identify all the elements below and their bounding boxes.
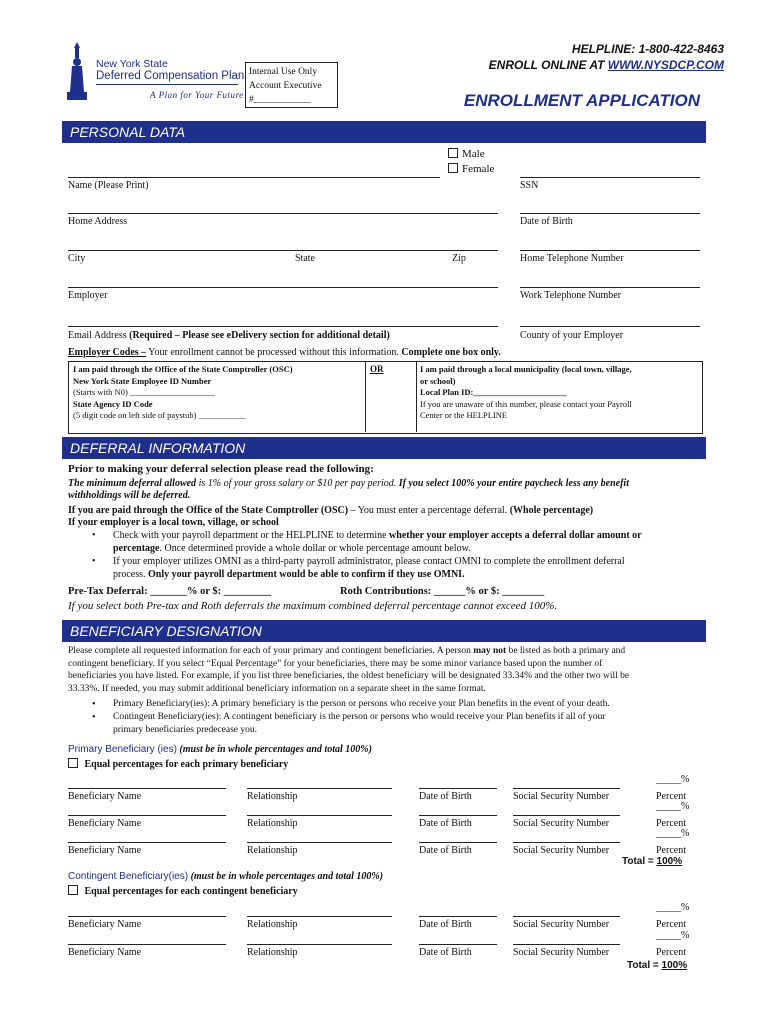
primary-equal-label: Equal percentages for each primary beneficiary — [84, 759, 289, 770]
primary-relationship-input-line[interactable] — [247, 842, 392, 843]
osc-agency-code-field[interactable]: (5 digit code on left side of paystub) ___________ — [73, 410, 246, 420]
primary-relationship-input-line[interactable] — [247, 788, 392, 789]
minimum-text: is 1% of your gross salary or $10 per pay period. — [196, 478, 399, 489]
b1c: percentage — [113, 543, 160, 554]
primary-dob-input-line[interactable] — [419, 842, 497, 843]
contingent-equal-label: Equal percentages for each contingent beneficiary — [84, 886, 298, 897]
beneficiary-intro — [68, 645, 708, 695]
deferral-bullet2-line2 — [113, 569, 465, 580]
primary-equal-checkbox[interactable] — [68, 758, 78, 768]
bullet-icon: • — [92, 699, 96, 710]
primary-beneficiary-heading — [68, 744, 372, 755]
contingent-beneficiary-heading — [68, 871, 383, 882]
email-input-line[interactable] — [68, 326, 498, 327]
or-label: OR — [370, 364, 384, 374]
contingent-dob-input-line[interactable] — [419, 944, 497, 945]
home-phone-label: Home Telephone Number — [520, 253, 624, 264]
female-option[interactable] — [448, 163, 494, 175]
contingent-name-input-line[interactable] — [68, 944, 226, 945]
primary-percent-field[interactable]: _____% — [656, 828, 690, 839]
org-tagline: A Plan for Your Future — [150, 90, 244, 100]
deferral-osc-bold: If you are paid through the Office of the State Comptroller (OSC) — [68, 505, 349, 516]
beneficiary-intro-line2: contingent beneficiary. If you select “Equal Percentage” for your beneficiaries, there may be some minor variance based upon the number of — [68, 658, 603, 669]
beneficiary-intro-line3: beneficiaries you have listed. For example, if you list three beneficiaries, the oldest beneficiary will be designated 33.34% and the other two will be — [68, 671, 630, 682]
home-address-label: Home Address — [68, 216, 128, 227]
codes-divider-left — [365, 361, 366, 432]
employer-input-line[interactable] — [68, 287, 498, 288]
beneficiary-intro-line4: 33.33%. If needed, you may submit additional beneficiary information on a separate sheet in the same format. — [68, 683, 486, 694]
internal-use-line2: Account Executive — [249, 81, 322, 91]
primary-ssn-label: Social Security Number — [513, 791, 610, 802]
home-address-input-line[interactable] — [68, 213, 498, 214]
primary-total-value: 100% — [656, 856, 683, 867]
email-label-text: Email Address — [68, 330, 127, 341]
internal-use-line3: #____________ — [249, 95, 311, 105]
name-label: Name (Please Print) — [68, 180, 149, 191]
contingent-percent-field[interactable]: _____% — [656, 902, 690, 913]
deferral-minimum-line2: withholdings will be deferred. — [68, 490, 191, 501]
pretax-deferral-field[interactable]: Pre-Tax Deferral: _______% or $: _________ — [68, 586, 272, 597]
primary-percent-label: Percent — [656, 845, 686, 856]
email-label — [68, 330, 390, 341]
contingent-dob-label: Date of Birth — [419, 919, 472, 930]
female-checkbox[interactable] — [448, 163, 458, 173]
primary-ssn-label: Social Security Number — [513, 845, 610, 856]
contingent-total — [627, 960, 687, 971]
work-phone-input-line[interactable] — [520, 287, 700, 288]
primary-percent-label: Percent — [656, 791, 686, 802]
primary-ssn-input-line[interactable] — [513, 788, 620, 789]
primary-dob-input-line[interactable] — [419, 815, 497, 816]
primary-name-input-line[interactable] — [68, 842, 226, 843]
male-checkbox[interactable] — [448, 148, 458, 158]
contingent-title: Contingent Beneficiary(ies) — [68, 871, 189, 882]
primary-dob-label: Date of Birth — [419, 845, 472, 856]
primary-percent-label: Percent — [656, 818, 686, 829]
zip-label: Zip — [452, 253, 466, 264]
primary-relationship-label: Relationship — [247, 845, 298, 856]
bp1: Please complete all requested information for each of your primary and contingent beneficiaries. A person — [68, 646, 474, 656]
primary-name-input-line[interactable] — [68, 788, 226, 789]
primary-name-label: Beneficiary Name — [68, 845, 142, 856]
contingent-ssn-input-line[interactable] — [513, 916, 620, 917]
bullet-icon: • — [92, 530, 96, 541]
contingent-dob-input-line[interactable] — [419, 916, 497, 917]
contingent-percent-field[interactable]: _____% — [656, 930, 690, 941]
county-input-line[interactable] — [520, 326, 700, 327]
contingent-relationship-label: Relationship — [247, 947, 298, 958]
local-box-content — [420, 364, 632, 422]
helpline-text: HELPLINE: 1-800-422-8463 — [571, 42, 724, 56]
contingent-percent-label: Percent — [656, 947, 686, 958]
bp1-bold: may not — [473, 646, 507, 656]
osc-line2: New York State Employee ID Number — [73, 375, 212, 386]
page-title: ENROLLMENT APPLICATION — [463, 91, 700, 110]
employer-codes-text — [68, 347, 501, 358]
primary-name-input-line[interactable] — [68, 815, 226, 816]
deferral-bullet1-line1 — [113, 530, 642, 541]
contingent-relationship-input-line[interactable] — [247, 944, 392, 945]
contingent-equal-option[interactable] — [68, 885, 298, 897]
city-state-zip-input-line[interactable] — [68, 250, 498, 251]
primary-relationship-label: Relationship — [247, 818, 298, 829]
deferral-prior-heading: Prior to making your deferral selection please read the following: — [68, 463, 374, 475]
contingent-total-label: Total = — [627, 960, 662, 971]
contingent-ssn-label: Social Security Number — [513, 947, 610, 958]
deferral-osc-desc: – You must enter a percentage deferral. — [348, 505, 510, 516]
section-beneficiary-designation: BENEFICIARY DESIGNATION — [62, 620, 706, 642]
primary-ssn-label: Social Security Number — [513, 818, 610, 829]
ssn-label: SSN — [520, 180, 539, 191]
primary-name-label: Beneficiary Name — [68, 818, 142, 829]
contingent-name-input-line[interactable] — [68, 916, 226, 917]
contingent-ssn-input-line[interactable] — [513, 944, 620, 945]
primary-dob-input-line[interactable] — [419, 788, 497, 789]
contingent-percent-label: Percent — [656, 919, 686, 930]
employer-label: Employer — [68, 290, 108, 301]
ssn-input-line[interactable] — [520, 177, 700, 178]
contingent-total-value: 100% — [661, 960, 688, 971]
primary-dob-label: Date of Birth — [419, 791, 472, 802]
b1d: . Once determined provide a whole dollar or whole percentage amount below. — [159, 543, 471, 554]
b2c: Only your payroll department would be able to confirm if they use OMNI. — [148, 569, 465, 580]
enroll-url-link[interactable]: WWW.NYSDCP.COM — [607, 58, 724, 72]
org-name-line1: New York State — [96, 58, 168, 70]
local-line2: or school) — [420, 375, 456, 386]
primary-title: Primary Beneficiary (ies) — [68, 744, 177, 755]
beneficiary-intro-line1 — [68, 645, 708, 658]
primary-note: (must be in whole percentages and total 100%) — [176, 744, 372, 755]
b1a: Check with your payroll department or the HELPLINE to determine — [113, 530, 390, 541]
osc-box-content — [73, 364, 293, 422]
section-deferral-information: DEFERRAL INFORMATION — [62, 437, 706, 459]
deferral-bullet1-line2 — [113, 543, 471, 554]
logo-divider — [96, 84, 238, 85]
contingent-ssn-label: Social Security Number — [513, 919, 610, 930]
name-input-line[interactable] — [68, 177, 440, 178]
enroll-prefix: ENROLL ONLINE AT — [488, 58, 608, 72]
contingent-equal-checkbox[interactable] — [68, 885, 78, 895]
deferral-osc-text — [68, 505, 593, 516]
osc-employee-id-field[interactable]: (Starts with N0) ____________________ — [73, 387, 215, 397]
primary-percent-field[interactable]: _____% — [656, 774, 690, 785]
contingent-relationship-label: Relationship — [247, 919, 298, 930]
deferral-bullet2-line1: If your employer utilizes OMNI as a third-party payroll administrator, please contact OMNI to complete the enrollment deferral — [113, 556, 625, 567]
codes-divider-right — [416, 361, 417, 432]
primary-dob-label: Date of Birth — [419, 818, 472, 829]
contingent-definition-line1: Contingent Beneficiary(ies): A contingent beneficiary is the person or persons who would receive your Plan benefits if all of your — [113, 712, 606, 722]
internal-use-line1: Internal Use Only — [249, 67, 318, 77]
primary-relationship-input-line[interactable] — [247, 815, 392, 816]
deferral-minimum-line1 — [68, 478, 629, 489]
primary-total-label: Total = — [622, 856, 657, 867]
contingent-definition-line2: primary beneficiaries predecease you. — [113, 725, 258, 735]
home-phone-input-line[interactable] — [520, 250, 700, 251]
primary-definition: Primary Beneficiary(ies): A primary beneficiary is the person or persons who receive your Plan benefits in the event of your death. — [113, 699, 610, 709]
male-label: Male — [462, 148, 485, 160]
work-phone-label: Work Telephone Number — [520, 290, 622, 301]
deferral-local-heading: If your employer is a local town, village, or school — [68, 517, 279, 528]
male-option[interactable] — [448, 148, 485, 160]
b1b: whether your employer accepts a deferral dollar amount or — [389, 530, 642, 541]
minimum-bold: The minimum deferral allowed — [68, 478, 197, 489]
contingent-relationship-input-line[interactable] — [247, 916, 392, 917]
dob-input-line[interactable] — [520, 213, 700, 214]
city-label: City — [68, 253, 86, 264]
state-label: State — [295, 253, 315, 264]
county-label: County of your Employer — [520, 330, 624, 341]
statue-of-liberty-logo-icon — [60, 38, 94, 104]
primary-ssn-input-line[interactable] — [513, 815, 620, 816]
employer-codes-desc: Your enrollment cannot be processed without this information. — [146, 347, 402, 358]
internal-use-box — [245, 62, 338, 108]
employer-codes-label: Employer Codes – — [68, 347, 147, 358]
bullet-icon: • — [92, 556, 96, 567]
enroll-online-text — [489, 58, 724, 72]
dob-label: Date of Birth — [520, 216, 573, 227]
osc-line4: State Agency ID Code — [73, 398, 153, 409]
bp1b: be listed as both a primary and — [506, 646, 626, 656]
contingent-note: (must be in whole percentages and total 100%) — [188, 871, 384, 882]
primary-ssn-input-line[interactable] — [513, 842, 620, 843]
local-line5: Center or the HELPLINE — [420, 410, 508, 420]
employer-codes-bold: Complete one box only. — [401, 347, 501, 358]
org-name-line2: Deferred Compensation Plan — [96, 70, 245, 82]
contingent-dob-label: Date of Birth — [419, 947, 472, 958]
local-line1: I am paid through a local municipality (local town, village, — [420, 364, 632, 374]
female-label: Female — [462, 163, 495, 175]
contingent-name-label: Beneficiary Name — [68, 919, 142, 930]
primary-name-label: Beneficiary Name — [68, 791, 142, 802]
primary-percent-field[interactable]: _____% — [656, 801, 690, 812]
minimum-bold2: If you select 100% your entire paycheck less any benefit — [398, 478, 629, 489]
deferral-max-note: If you select both Pre-tax and Roth deferrals the maximum combined deferral percentage cannot exceed 100%. — [68, 600, 558, 612]
bullet-icon: • — [92, 712, 96, 723]
local-plan-id-field[interactable]: Local Plan ID:______________________ — [420, 387, 567, 397]
contingent-name-label: Beneficiary Name — [68, 947, 142, 958]
primary-total — [622, 856, 682, 867]
deferral-osc-bold2: (Whole percentage) — [509, 505, 594, 516]
osc-line1: I am paid through the Office of the State Comptroller (OSC) — [73, 364, 293, 374]
b2b: process. — [113, 569, 148, 580]
section-personal-data: PERSONAL DATA — [62, 121, 706, 143]
primary-equal-option[interactable] — [68, 758, 288, 770]
local-line4: If you are unaware of this number, please contact your Payroll — [420, 398, 632, 409]
email-note: (Required – Please see eDelivery section for additional detail) — [129, 330, 390, 341]
primary-relationship-label: Relationship — [247, 791, 298, 802]
roth-contributions-field[interactable]: Roth Contributions: ______% or $: ________ — [340, 586, 545, 597]
